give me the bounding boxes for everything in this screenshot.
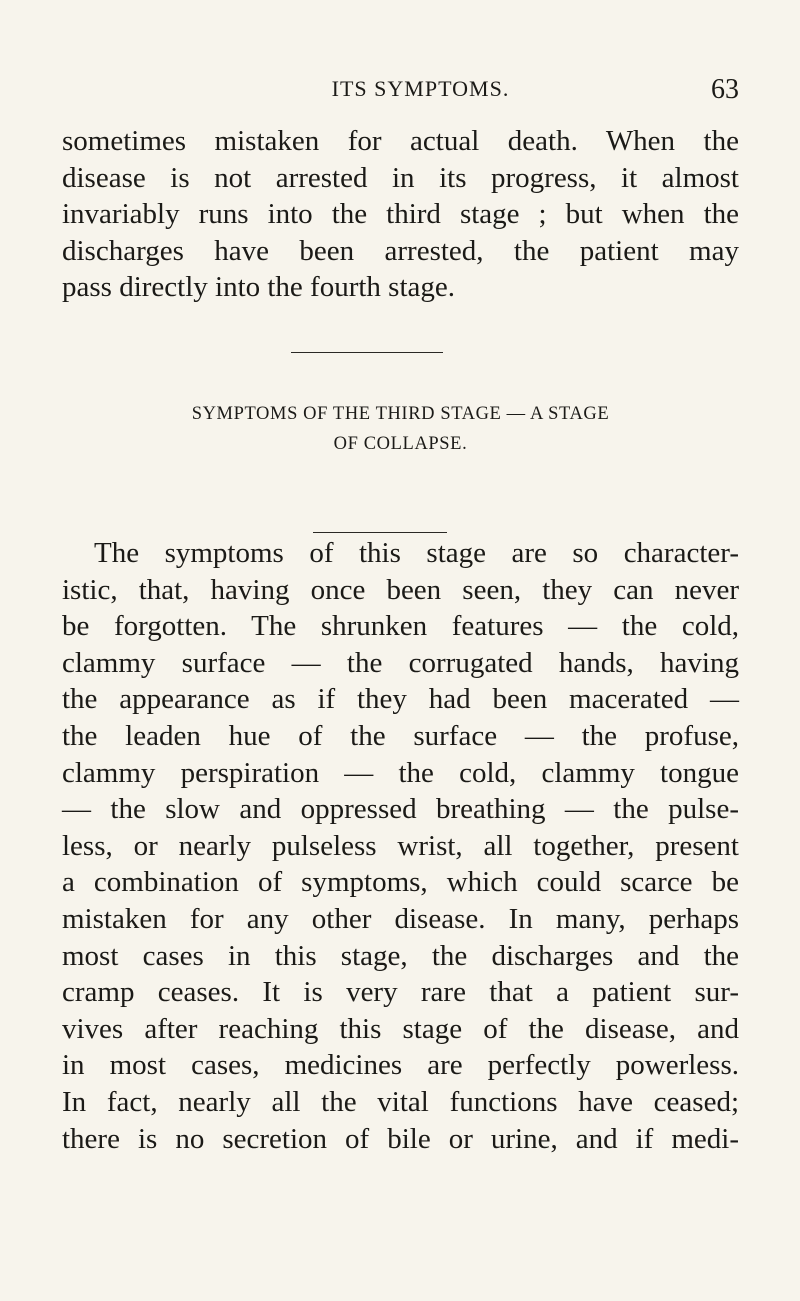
text-line: less, or nearly pulseless wrist, all together, present <box>62 829 739 862</box>
section-divider-rule <box>291 352 443 353</box>
text-line: mistaken for any other disease. In many, perhaps <box>62 902 739 935</box>
text-line: discharges have been arrested, the patient may <box>62 234 739 267</box>
text-line: disease is not arrested in its progress, it almost <box>62 161 739 194</box>
paragraph-continued <box>62 123 739 306</box>
page-number: 63 <box>711 74 739 105</box>
section-heading-line-1: SYMPTOMS OF THE THIRD STAGE — A STAGE <box>191 404 610 424</box>
text-line: clammy perspiration — the cold, clammy tongue <box>62 756 739 789</box>
text-line: vives after reaching this stage of the disease, and <box>62 1012 739 1045</box>
text-line: there is no secretion of bile or urine, and if medi- <box>62 1122 739 1155</box>
heading-underline-rule <box>313 532 447 533</box>
text-line: pass directly into the fourth stage. <box>62 271 456 304</box>
text-line: the appearance as if they had been macerated — <box>62 683 739 716</box>
text-line: cramp ceases. It is very rare that a patient sur- <box>62 976 739 1009</box>
text-line: istic, that, having once been seen, they can never <box>62 573 739 606</box>
text-line: a combination of symptoms, which could scarce be <box>62 866 739 899</box>
text-line: be forgotten. The shrunken features — the cold, <box>62 610 739 643</box>
text-line: The symptoms of this stage are so character- <box>94 537 739 569</box>
text-line: the leaden hue of the surface — the profuse, <box>62 719 739 752</box>
running-title: ITS SYMPTOMS. <box>331 76 510 101</box>
text-line: invariably runs into the third stage ; but when the <box>62 198 739 231</box>
running-head <box>62 76 739 116</box>
paragraph-third-stage <box>62 535 739 1157</box>
section-heading-line-2: OF COLLAPSE. <box>333 434 468 454</box>
text-line: sometimes mistaken for actual death. When the <box>62 125 739 157</box>
text-line: in most cases, medicines are perfectly powerless. <box>62 1049 739 1082</box>
text-line: most cases in this stage, the discharges and the <box>62 939 739 972</box>
text-line: In fact, nearly all the vital functions have ceased; <box>62 1085 739 1118</box>
text-line: — the slow and oppressed breathing — the pulse- <box>62 793 739 826</box>
text-line: clammy surface — the corrugated hands, having <box>62 646 739 679</box>
